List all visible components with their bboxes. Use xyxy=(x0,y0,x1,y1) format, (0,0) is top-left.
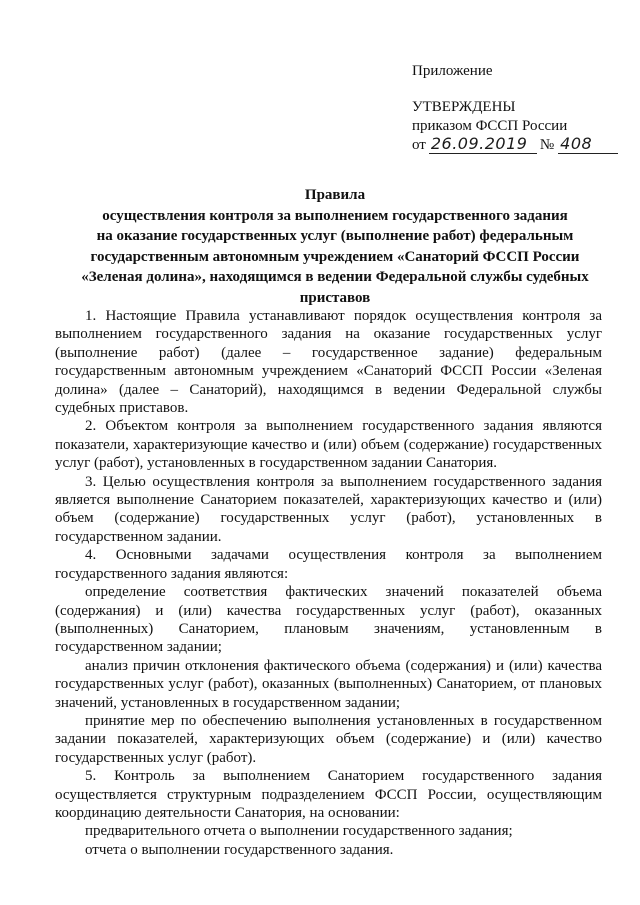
title-line: Правила xyxy=(304,187,366,203)
handwritten-date: 26.09.2019 xyxy=(429,135,537,154)
handwritten-number: 408 xyxy=(558,135,618,154)
number-label: № xyxy=(539,137,555,153)
paragraph-3: 3. Целью осуществления контроля за выполнением государственного задания является выполнение Санаторием показателей, характеризующих качество и (или) объем (содержание) государственных услуг (работ), установленных в государственном задании. xyxy=(55,473,602,545)
title-line: «Зеленая долина», находящимся в ведении Федеральной службы судебных xyxy=(81,269,589,285)
from-label: от xyxy=(412,137,426,153)
order-label: приказом ФССП России xyxy=(412,118,568,134)
title-line: на оказание государственных услуг (выполнение работ) федеральным xyxy=(96,228,574,244)
paragraph-5: 5. Контроль за выполнением Санаторием государственного задания осуществляется структурным подразделением ФССП России, осуществляющим координацию деятельности Санатория, на основании: xyxy=(55,768,602,821)
document-body xyxy=(55,307,602,859)
basis-item-2: отчета о выполнении государственного задания. xyxy=(85,841,394,858)
appendix-label: Приложение xyxy=(412,63,493,79)
title-line: государственным автономным учреждением «Санаторий ФССП России xyxy=(90,248,580,265)
task-item-1: определение соответствия фактических значений показателей объема (содержания) и (или) качества государственных услуг (работ), оказанных (выполненных) Санаторием, плановым значениям, установленным в государственном задании; xyxy=(55,584,602,656)
approved-label: УТВЕРЖДЕНЫ xyxy=(412,99,516,115)
paragraph-2: 2. Объектом контроля за выполнением государственного задания являются показатели, характеризующие качество и (или) объем (содержание) государственных услуг (работ), установленных в государственном задании Санатория. xyxy=(55,418,602,472)
order-date-number xyxy=(412,135,621,154)
paragraph-1: 1. Настоящие Правила устанавливают порядок осуществления контроля за выполнением государственного задания на оказание государственных услуг (выполнение работ) (далее – государственное задание) федеральным государственным автономным учреждением «Санаторий ФССП России «Зеленая долина» (далее – Санаторий), находящимся в ведении Федеральной службы судебных приставов. xyxy=(55,308,602,417)
paragraph-4: 4. Основными задачами осуществления контроля за выполнением государственного задания являются: xyxy=(55,547,602,582)
title-line: осуществления контроля за выполнением государственного задания xyxy=(102,207,568,224)
approval-block xyxy=(412,62,621,154)
title-line: приставов xyxy=(299,289,371,306)
document-title xyxy=(40,185,630,308)
task-item-3: принятие мер по обеспечению выполнения установленных в государственном задании показателей, характеризующих объем (содержание) и (или) качество государственных услуг (работ). xyxy=(55,712,602,766)
task-item-2: анализ причин отклонения фактического объема (содержания) и (или) качества государственных услуг (работ), оказанных (выполненных) Санаторием, от плановых значений, установленных в государственном задании; xyxy=(55,657,602,711)
basis-item-1: предварительного отчета о выполнении государственного задания; xyxy=(85,823,513,840)
